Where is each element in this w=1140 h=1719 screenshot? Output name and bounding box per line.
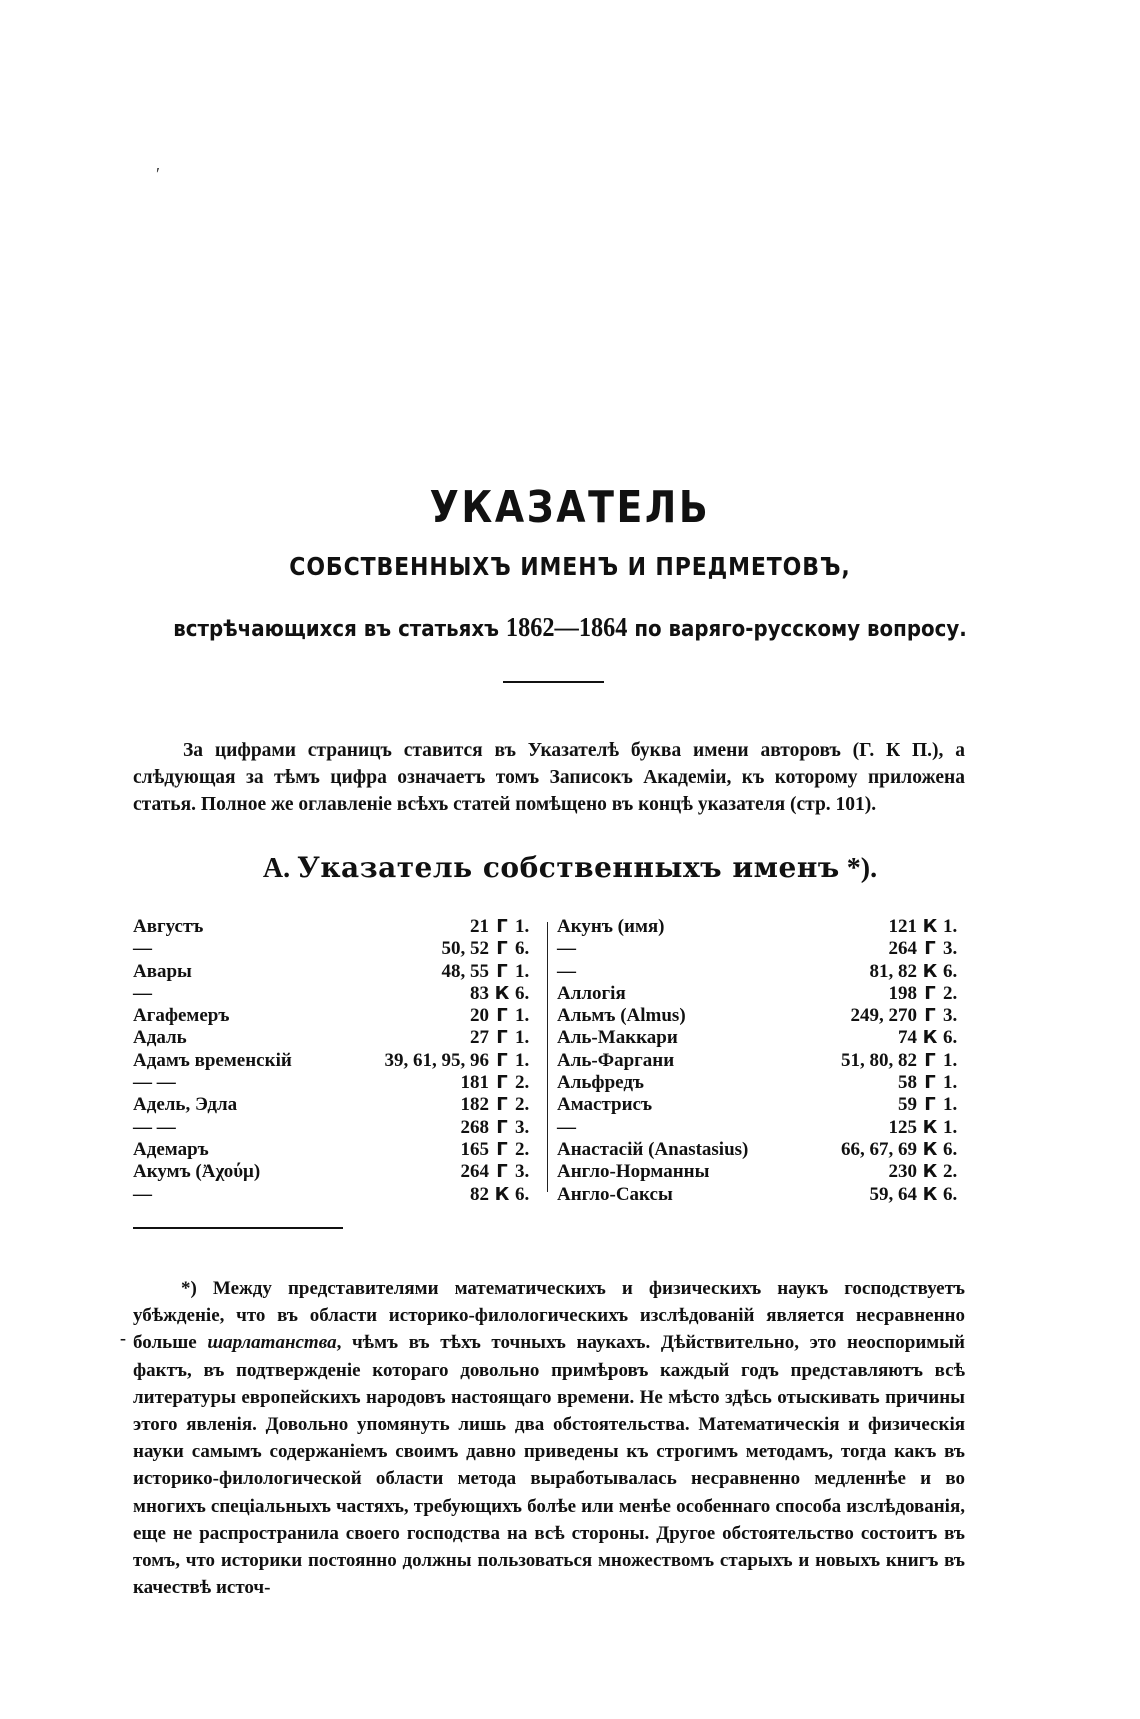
entry-volume: 2. <box>943 1161 958 1183</box>
entry-name: Анастасій (Anastasius) <box>557 1138 749 1160</box>
entry-author-letter: К <box>922 960 938 982</box>
index-entry <box>557 1027 965 1049</box>
subtitle-years: 1862—1864 <box>505 612 628 642</box>
entry-pages: 21 <box>470 916 489 937</box>
subtitle-before: встрѣчающихся въ статьяхъ <box>173 617 500 642</box>
index-entry <box>557 1072 965 1094</box>
entry-name: — <box>557 1116 576 1138</box>
index-entry <box>557 1161 965 1183</box>
entry-pages: 121 <box>888 916 917 937</box>
entry-pages: 50, 52 <box>441 938 489 960</box>
entry-volume: 2. <box>515 1072 530 1094</box>
entry-volume: 1. <box>943 916 958 937</box>
entry-name: Акумъ (Ἀχούμ) <box>133 1161 261 1183</box>
entry-author-letter: Г <box>924 982 936 1004</box>
entry-volume: 6. <box>515 982 530 1004</box>
footnote-paragraph <box>133 1275 965 1601</box>
footnote-text-2: , чѣмъ въ тѣхъ точныхъ наукахъ. Дѣйствительно, это неоспоримый фактъ, въ подтвержденіе котораго довольно примѣровъ каждый годъ представляютъ всѣ литературы европейскихъ народовъ настоящаго времени. Не мѣсто здѣсь отыскивать причины этого явленія. Довольно упомянуть лишь два обстоятельства. Математическія и физическія науки самымъ содержаніемъ своимъ давно приведены къ строгимъ методамъ, тогда какъ въ историко-филологической области метода выработывалась несравненно медленнѣе и во многихъ спеціальныхъ частяхъ, требующихъ болѣе или менѣе особеннаго способа изслѣдованія, еще не распространила своего господства на всѣ стороны. Другое обстоятельство состоитъ въ томъ, что историки постоянно должны пользоваться множествомъ старыхъ и новыхъ книгъ въ качествѣ источ- <box>133 1332 965 1599</box>
entry-author-letter: Г <box>924 938 936 960</box>
entry-pages: 20 <box>470 1005 489 1027</box>
entry-author-letter: К <box>922 1027 938 1049</box>
index-column-left <box>133 916 537 1206</box>
index-entry <box>133 916 537 938</box>
page-title: УКАЗАТЕЛЬ <box>429 482 711 533</box>
index-entry <box>557 961 965 983</box>
entry-volume: 1. <box>943 1094 958 1116</box>
section-a-footnote-ref: *). <box>846 853 878 884</box>
index-entry <box>557 1139 965 1161</box>
entry-volume: 3. <box>515 1161 530 1183</box>
subtitle-after: по варяго-русскому вопросу. <box>634 617 967 642</box>
entry-volume: 3. <box>515 1116 530 1138</box>
section-a-prefix: А. <box>262 853 291 884</box>
entry-name: — <box>557 938 576 960</box>
entry-author-letter: Г <box>496 960 508 982</box>
entry-volume: 3. <box>943 1005 958 1027</box>
entry-name: — <box>557 960 576 982</box>
index-entry <box>133 1005 537 1027</box>
entry-volume: 1. <box>515 960 530 982</box>
entry-name: Англо-Саксы <box>557 1183 673 1205</box>
entry-name: Аллогія <box>557 982 626 1004</box>
entry-volume: 3. <box>943 938 958 960</box>
index-column-right <box>557 916 965 1206</box>
entry-author-letter: Г <box>496 1094 508 1116</box>
entry-author-letter: К <box>922 1161 938 1183</box>
entry-volume: 1. <box>943 1049 958 1071</box>
entry-author-letter: Г <box>496 1005 508 1027</box>
index-entry <box>133 1072 537 1094</box>
index-entry <box>133 938 537 960</box>
index-entry <box>557 1094 965 1116</box>
entry-name: Адамъ временскій <box>133 1049 292 1071</box>
intro-paragraph: За цифрами страницъ ставится въ Указателѣ буква имени авторовъ (Г. К П.), а слѣдующая за тѣмъ цифра означаетъ томъ Записокъ Академіи, къ которому приложена статья. Полное же оглавленіе всѣхъ статей помѣщено въ концѣ указателя (стр. 101). <box>133 739 965 815</box>
index-entry <box>133 1027 537 1049</box>
entry-volume: 1. <box>943 1072 958 1094</box>
entry-pages: 81, 82 <box>869 960 917 982</box>
entry-author-letter: К <box>922 1116 938 1138</box>
entry-name: — <box>133 1183 152 1205</box>
footnote-text-1: *) Между представителями математическихъ и физическихъ наукъ господствуетъ убѣжденіе, что въ области историко-филологическихъ изслѣдованій является несравненно больше <box>133 1278 965 1354</box>
entry-volume: 2. <box>943 982 958 1004</box>
entry-author-letter: Г <box>496 1072 508 1094</box>
entry-author-letter: К <box>494 982 510 1004</box>
page-subtitle: СОБСТВЕННЫХЪ ИМЕНЪ И ПРЕДМЕТОВЪ, <box>289 552 851 581</box>
section-a-heading <box>0 851 1140 885</box>
index-entry <box>557 938 965 960</box>
entry-author-letter: К <box>922 916 938 937</box>
index-entry <box>557 916 965 938</box>
index-entry <box>133 983 537 1005</box>
entry-name: — <box>133 938 152 960</box>
index-entry <box>557 983 965 1005</box>
entry-name: Амастрисъ <box>557 1094 653 1116</box>
entry-author-letter: К <box>922 1138 938 1160</box>
entry-author-letter: Г <box>496 1049 508 1071</box>
entry-name: — <box>133 982 152 1004</box>
entry-volume: 6. <box>943 1138 958 1160</box>
entry-volume: 6. <box>515 1183 530 1205</box>
entry-name: Адель, Эдла <box>133 1094 238 1116</box>
entry-author-letter: Г <box>496 916 508 937</box>
entry-pages: 182 <box>460 1094 489 1116</box>
index-entry <box>557 1184 965 1206</box>
entry-pages: 39, 61, 95, 96 <box>384 1049 489 1071</box>
entry-volume: 1. <box>943 1116 958 1138</box>
entry-volume: 6. <box>943 960 958 982</box>
index-entry <box>133 1050 537 1072</box>
entry-pages: 83 <box>470 982 489 1004</box>
entry-name: — — <box>133 1072 176 1094</box>
entry-author-letter: Г <box>924 1072 936 1094</box>
entry-volume: 1. <box>515 1027 530 1049</box>
entry-author-letter: Г <box>496 938 508 960</box>
entry-pages: 268 <box>460 1116 489 1138</box>
entry-author-letter: Г <box>924 1049 936 1071</box>
footnote-italic: шарлатанства <box>207 1332 337 1354</box>
entry-author-letter: Г <box>496 1138 508 1160</box>
index-entry <box>557 1005 965 1027</box>
entry-name: Адемаръ <box>133 1138 209 1160</box>
entry-pages: 264 <box>460 1161 489 1183</box>
column-divider <box>547 922 548 1192</box>
entry-volume: 1. <box>515 1005 530 1027</box>
index-entry <box>133 961 537 983</box>
entry-pages: 82 <box>470 1183 489 1205</box>
entry-name: Адаль <box>133 1027 187 1049</box>
index-entry <box>557 1050 965 1072</box>
entry-pages: 198 <box>888 982 917 1004</box>
entry-pages: 51, 80, 82 <box>841 1049 917 1071</box>
entry-pages: 59, 64 <box>869 1183 917 1205</box>
entry-pages: 58 <box>898 1072 917 1094</box>
entry-pages: 48, 55 <box>441 960 489 982</box>
entry-pages: 264 <box>888 938 917 960</box>
entry-name: Агафемеръ <box>133 1005 230 1027</box>
entry-name: Аль-Фаргани <box>557 1049 675 1071</box>
entry-author-letter: Г <box>496 1116 508 1138</box>
entry-pages: 66, 67, 69 <box>841 1138 917 1160</box>
entry-name: Августъ <box>133 916 204 937</box>
entry-pages: 165 <box>460 1138 489 1160</box>
entry-author-letter: Г <box>924 1094 936 1116</box>
entry-author-letter: К <box>494 1183 510 1205</box>
index-entry <box>133 1184 537 1206</box>
entry-author-letter: Г <box>496 1161 508 1183</box>
entry-volume: 6. <box>943 1027 958 1049</box>
entry-name: Аль-Маккари <box>557 1027 678 1049</box>
stray-mark: ′ <box>156 164 160 184</box>
entry-pages: 125 <box>888 1116 917 1138</box>
entry-volume: 1. <box>515 1049 530 1071</box>
entry-pages: 181 <box>460 1072 489 1094</box>
entry-author-letter: К <box>922 1183 938 1205</box>
index-entry <box>133 1139 537 1161</box>
margin-mark: - <box>120 1328 126 1348</box>
entry-name: Англо-Норманны <box>557 1161 710 1183</box>
entry-author-letter: Г <box>924 1005 936 1027</box>
entry-volume: 2. <box>515 1094 530 1116</box>
entry-pages: 59 <box>898 1094 917 1116</box>
entry-volume: 2. <box>515 1138 530 1160</box>
entry-pages: 249, 270 <box>850 1005 917 1027</box>
index-entry <box>557 1117 965 1139</box>
index-entry <box>133 1094 537 1116</box>
footnote-divider <box>133 1227 343 1229</box>
entry-name: Акунъ (имя) <box>557 916 665 937</box>
entry-author-letter: Г <box>496 1027 508 1049</box>
entry-volume: 1. <box>515 916 530 937</box>
entry-name: Авары <box>133 960 192 982</box>
entry-name: — — <box>133 1116 176 1138</box>
entry-volume: 6. <box>943 1183 958 1205</box>
entry-name: Альмъ (Almus) <box>557 1005 686 1027</box>
entry-pages: 230 <box>888 1161 917 1183</box>
entry-name: Альфредъ <box>557 1072 645 1094</box>
title-divider <box>503 681 604 683</box>
index-entry <box>133 1161 537 1183</box>
entry-pages: 74 <box>898 1027 917 1049</box>
entry-volume: 6. <box>515 938 530 960</box>
section-a-title: Указатель собственныхъ именъ <box>297 851 840 884</box>
entry-pages: 27 <box>470 1027 489 1049</box>
page-subtitle-line <box>57 612 1083 643</box>
index-entry <box>133 1117 537 1139</box>
